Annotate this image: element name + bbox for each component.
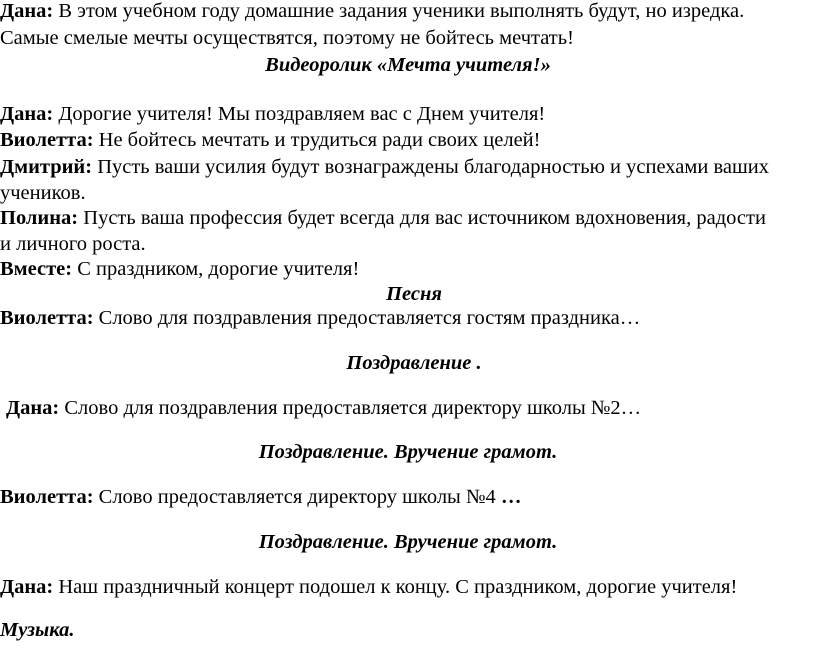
script-line: Дана: Дорогие учителя! Мы поздравляем вас с Днем учителя! [0, 103, 546, 125]
section-heading: Музыка. [0, 619, 75, 641]
section-heading: Поздравление. Вручение грамот. [258, 441, 558, 463]
section-heading: Песня [386, 283, 442, 305]
section-heading: Поздравление. Вручение грамот. [258, 531, 558, 553]
script-line: Виолетта: Не бойтесь мечтать и трудиться ради своих целей! [0, 129, 541, 151]
script-line: Вместе: С праздником, дорогие учителя! [0, 258, 360, 280]
script-line: Дана: В этом учебном году домашние задания ученики выполнять будут, но изредка. [0, 0, 745, 22]
section-heading: Видеоролик «Мечта учителя!» [265, 54, 551, 76]
script-line: Дмитрий: Пусть ваши усилия будут вознаграждены благодарностью и успехами ваших [0, 156, 769, 178]
script-line: Дана: Слово для поздравления предоставляется директору школы №2… [6, 397, 642, 419]
script-line: Самые смелые мечты осуществятся, поэтому не бойтесь мечтать! [0, 27, 574, 49]
section-heading: Поздравление . [346, 352, 482, 374]
script-line: и личного роста. [0, 233, 146, 255]
script-line: Виолетта: Слово предоставляется директору школы №4 … [0, 486, 522, 508]
script-line: Виолетта: Слово для поздравления предоставляется гостям праздника… [0, 307, 641, 329]
script-line: учеников. [0, 182, 86, 204]
script-line: Полина: Пусть ваша профессия будет всегда для вас источником вдохновения, радости [0, 207, 766, 229]
script-line: Дана: Наш праздничный концерт подошел к концу. С праздником, дорогие учителя! [0, 576, 738, 598]
